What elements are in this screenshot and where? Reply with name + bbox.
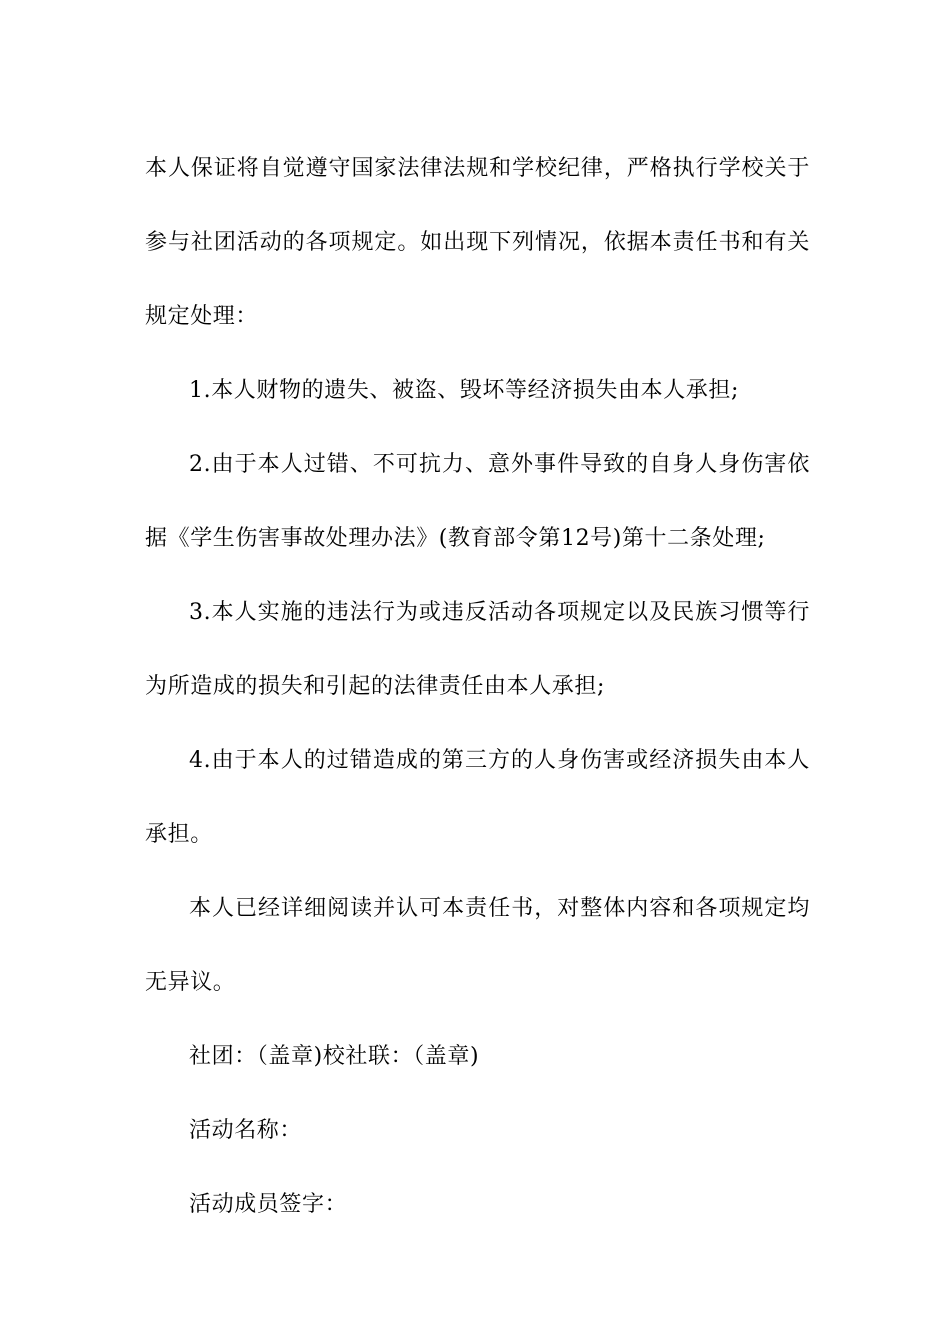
member-signature-field: 活动成员签字： (189, 1192, 348, 1217)
clause-2: 2.由于本人过错、不可抗力、意外事件导致的自身人身伤害依据《学生伤害事故处理办法》(教育部令第12号)第十二条处理; (145, 452, 810, 551)
clause-3: 3.本人实施的违法行为或违反活动各项规定以及民族习惯等行为所造成的损失和引起的法律责任由本人承担; (145, 600, 810, 699)
acknowledgement-paragraph: 本人已经详细阅读并认可本责任书，对整体内容和各项规定均无异议。 (145, 896, 810, 995)
intro-paragraph: 本人保证将自觉遵守国家法律法规和学校纪律，严格执行学校关于参与社团活动的各项规定。如出现下列情况，依据本责任书和有关规定处理： (145, 156, 810, 329)
clause-1: 1.本人财物的遗失、被盗、毁坏等经济损失由本人承担; (189, 378, 740, 403)
activity-name-field: 活动名称： (189, 1118, 303, 1143)
seal-line: 社团：（盖章)校社联：（盖章) (189, 1044, 480, 1069)
document-body (145, 132, 810, 1242)
clause-4: 4.由于本人的过错造成的第三方的人身伤害或经济损失由本人承担。 (145, 748, 810, 847)
